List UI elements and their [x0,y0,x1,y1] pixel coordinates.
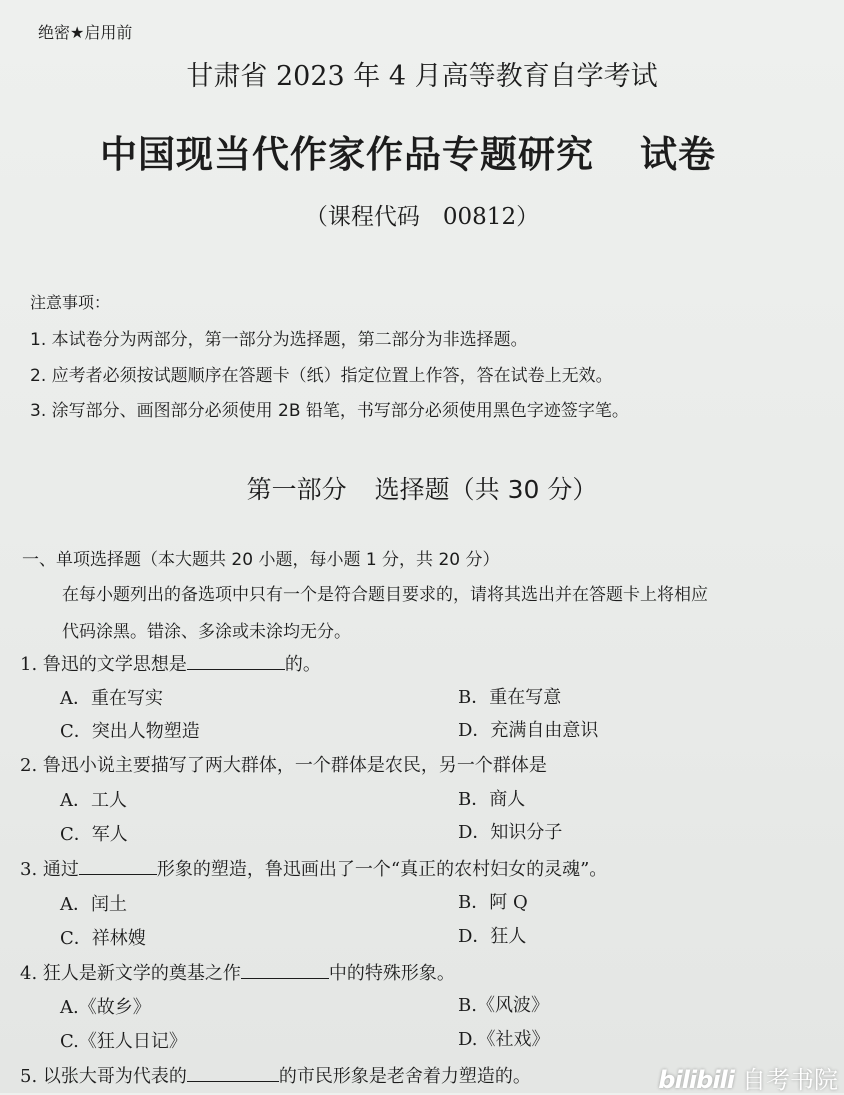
watermark-channel: 自考书院 [742,1066,838,1094]
answer-blank [187,651,285,670]
option-d: D．知识分子 [458,822,563,843]
answer-blank [241,960,329,979]
option-a: A.《故乡》 [60,997,151,1018]
question-text: 的。 [284,654,321,675]
answer-blank [187,1063,279,1082]
question-text: 3. 通过 [20,859,79,880]
course-code: （课程代码 00812） [304,204,540,230]
section-instruction: 代码涂黑。错涂、多涂或未涂均无分。 [62,622,351,642]
question-2 [20,751,547,777]
option-d: D．狂人 [458,926,527,947]
option-c: C．祥林嫂 [60,928,146,949]
question-text: 的市民形象是老舍着力塑造的。 [278,1066,531,1087]
answer-blank [79,856,157,875]
question-3 [20,855,607,881]
option-a: A．闰土 [60,894,127,915]
option-a: A．工人 [60,790,127,811]
question-text: 5. 以张大哥为代表的 [20,1066,187,1087]
question-text: 中的特殊形象。 [328,963,455,984]
question-text: 4. 狂人是新文学的奠基之作 [20,963,241,984]
part-heading [0,470,844,506]
question-text: 形象的塑造，鲁迅画出了一个“真正的农村妇女的灵魂”。 [156,859,608,880]
paper-title-main: 中国现当代作家作品专题研究 [100,132,594,176]
notice-heading: 注意事项： [30,293,111,312]
part-label: 第一部分 [246,475,347,504]
option-b: B．阿 Q [458,892,528,913]
option-c: C.《狂人日记》 [60,1031,187,1052]
exam-title: 甘肃省 2023 年 4 月高等教育自学考试 [186,61,658,92]
bilibili-logo: bilibili [658,1066,734,1094]
option-b: B.《风波》 [458,995,549,1016]
question-text: 2. 鲁迅小说主要描写了两大群体，一个群体是农民，另一个群体是 [20,755,547,776]
option-d: D．充满自由意识 [458,720,599,741]
notice-item: 2. 应考者必须按试题顺序在答题卡（纸）指定位置上作答，答在试卷上无效。 [30,366,613,386]
section-instruction: 在每小题列出的备选项中只有一个是符合题目要求的，请将其选出并在答题卡上将相应 [62,585,708,605]
question-text: 1. 鲁迅的文学思想是 [20,654,187,675]
question-1 [20,650,321,676]
secret-mark: 绝密★启用前 [38,23,133,42]
option-b: B．重在写意 [458,687,562,708]
part-title: 选择题（共 30 分） [374,475,598,504]
paper-title [100,124,716,178]
option-a: A．重在写实 [60,688,163,709]
paper-title-suffix: 试卷 [640,132,716,176]
question-4 [20,959,455,985]
option-d: D.《社戏》 [458,1029,550,1050]
option-c: C．突出人物塑造 [60,721,200,742]
watermark [658,1060,838,1095]
question-5 [20,1062,531,1088]
option-c: C．军人 [60,824,128,845]
notice-item: 3. 涂写部分、画图部分必须使用 2B 铅笔，书写部分必须使用黑色字迹签字笔。 [30,401,629,421]
section-heading: 一、单项选择题（本大题共 20 小题，每小题 1 分，共 20 分） [22,550,500,570]
option-b: B．商人 [458,789,526,810]
notice-item: 1. 本试卷分为两部分，第一部分为选择题，第二部分为非选择题。 [30,330,528,350]
